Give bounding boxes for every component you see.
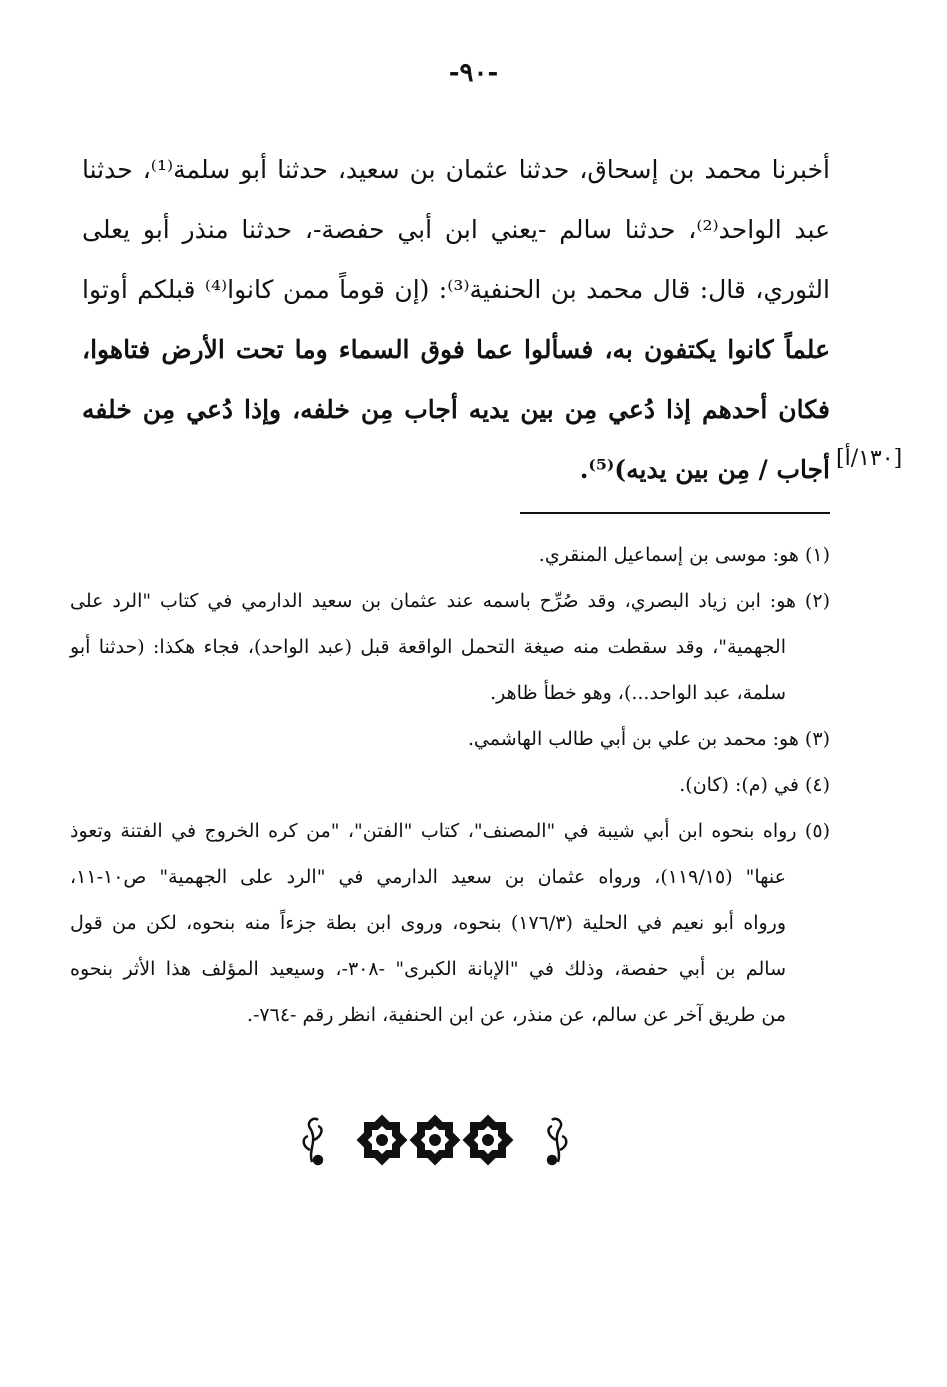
footnote-line: (٥) رواه بنحوه ابن أبي شيبة في "المصنف"، كتاب "الفتن"، "من كره الخروج في الفتنة وتعوذ: [70, 820, 830, 842]
page-number: -٩٠-: [448, 58, 499, 88]
main-text-line: فكان أحدهم إذا دُعي مِن بين يديه أجاب مِن خلفه، وإذا دُعي مِن خلفه: [82, 395, 830, 424]
star-medallion-icon: [463, 1115, 514, 1166]
manuscript-folio-reference: [١٣٠/أ]: [836, 446, 903, 471]
footnote-line: الجهمية"، وقد سقطت منه صيغة التحمل الواقعة قبل (عبد الواحد)، فجاء هكذا: (حدثنا أبو: [70, 636, 786, 658]
footnote-line: (٤) في (م): (كان).: [679, 774, 830, 796]
footnote-line: ورواه أبو نعيم في الحلية (١٧٦/٣) بنحوه، وروى ابن بطة جزءاً منه بنحوه، لكن من قول: [70, 912, 786, 934]
floral-sprig-left-icon: [304, 1119, 322, 1164]
footnote-line: (٢) هو: ابن زياد البصري، وقد صُرِّح باسمه عند عثمان بن سعيد الدارمي في كتاب "الرد على: [70, 590, 830, 612]
main-text-body: [82, 140, 830, 500]
footnotes-section: [70, 532, 830, 1038]
main-text-line: أجاب / مِن بين يديه)⁽⁵⁾.: [579, 455, 830, 484]
main-text-line: أخبرنا محمد بن إسحاق، حدثنا عثمان بن سعيد، حدثنا أبو سلمة⁽¹⁾، حدثنا: [82, 155, 830, 184]
main-text-line: علماً كانوا يكتفون به، فسألوا عما فوق السماء وما تحت الأرض فتاهوا،: [82, 335, 830, 364]
star-medallion-icon: [357, 1115, 408, 1166]
star-medallion-icon: [410, 1115, 461, 1166]
footnote-line: (١) هو: موسى بن إسماعيل المنقري.: [538, 544, 830, 566]
footnote-line: سالم بن أبي حفصة، وذلك في "الإبانة الكبرى" -٣٠٨-، وسيعيد المؤلف هذا الأثر بنحوه: [70, 958, 786, 980]
footnote-line: من طريق آخر عن سالم، عن منذر، عن ابن الحنفية، انظر رقم -٧٦٤-.: [246, 1004, 786, 1026]
end-ornament: [300, 1110, 570, 1170]
floral-sprig-right-icon: [548, 1119, 566, 1164]
footnote-line: سلمة، عبد الواحد...)، وهو خطأ ظاهر.: [490, 682, 786, 704]
footnote-line: عنها" (١١٩/١٥)، ورواه عثمان بن سعيد الدارمي في "الرد على الجهمية" ص١٠-١١،: [70, 866, 787, 888]
main-text-line: عبد الواحد⁽²⁾، حدثنا سالم -يعني ابن أبي حفصة-، حدثنا منذر أبو يعلى: [82, 215, 830, 244]
footnote-line: (٣) هو: محمد بن علي بن أبي طالب الهاشمي.: [467, 728, 830, 750]
footnote-divider: [520, 512, 830, 514]
main-text-line: الثوري، قال: قال محمد بن الحنفية⁽³⁾: (إن قوماً ممن كانوا⁽⁴⁾ قبلكم أوتوا: [82, 275, 830, 304]
